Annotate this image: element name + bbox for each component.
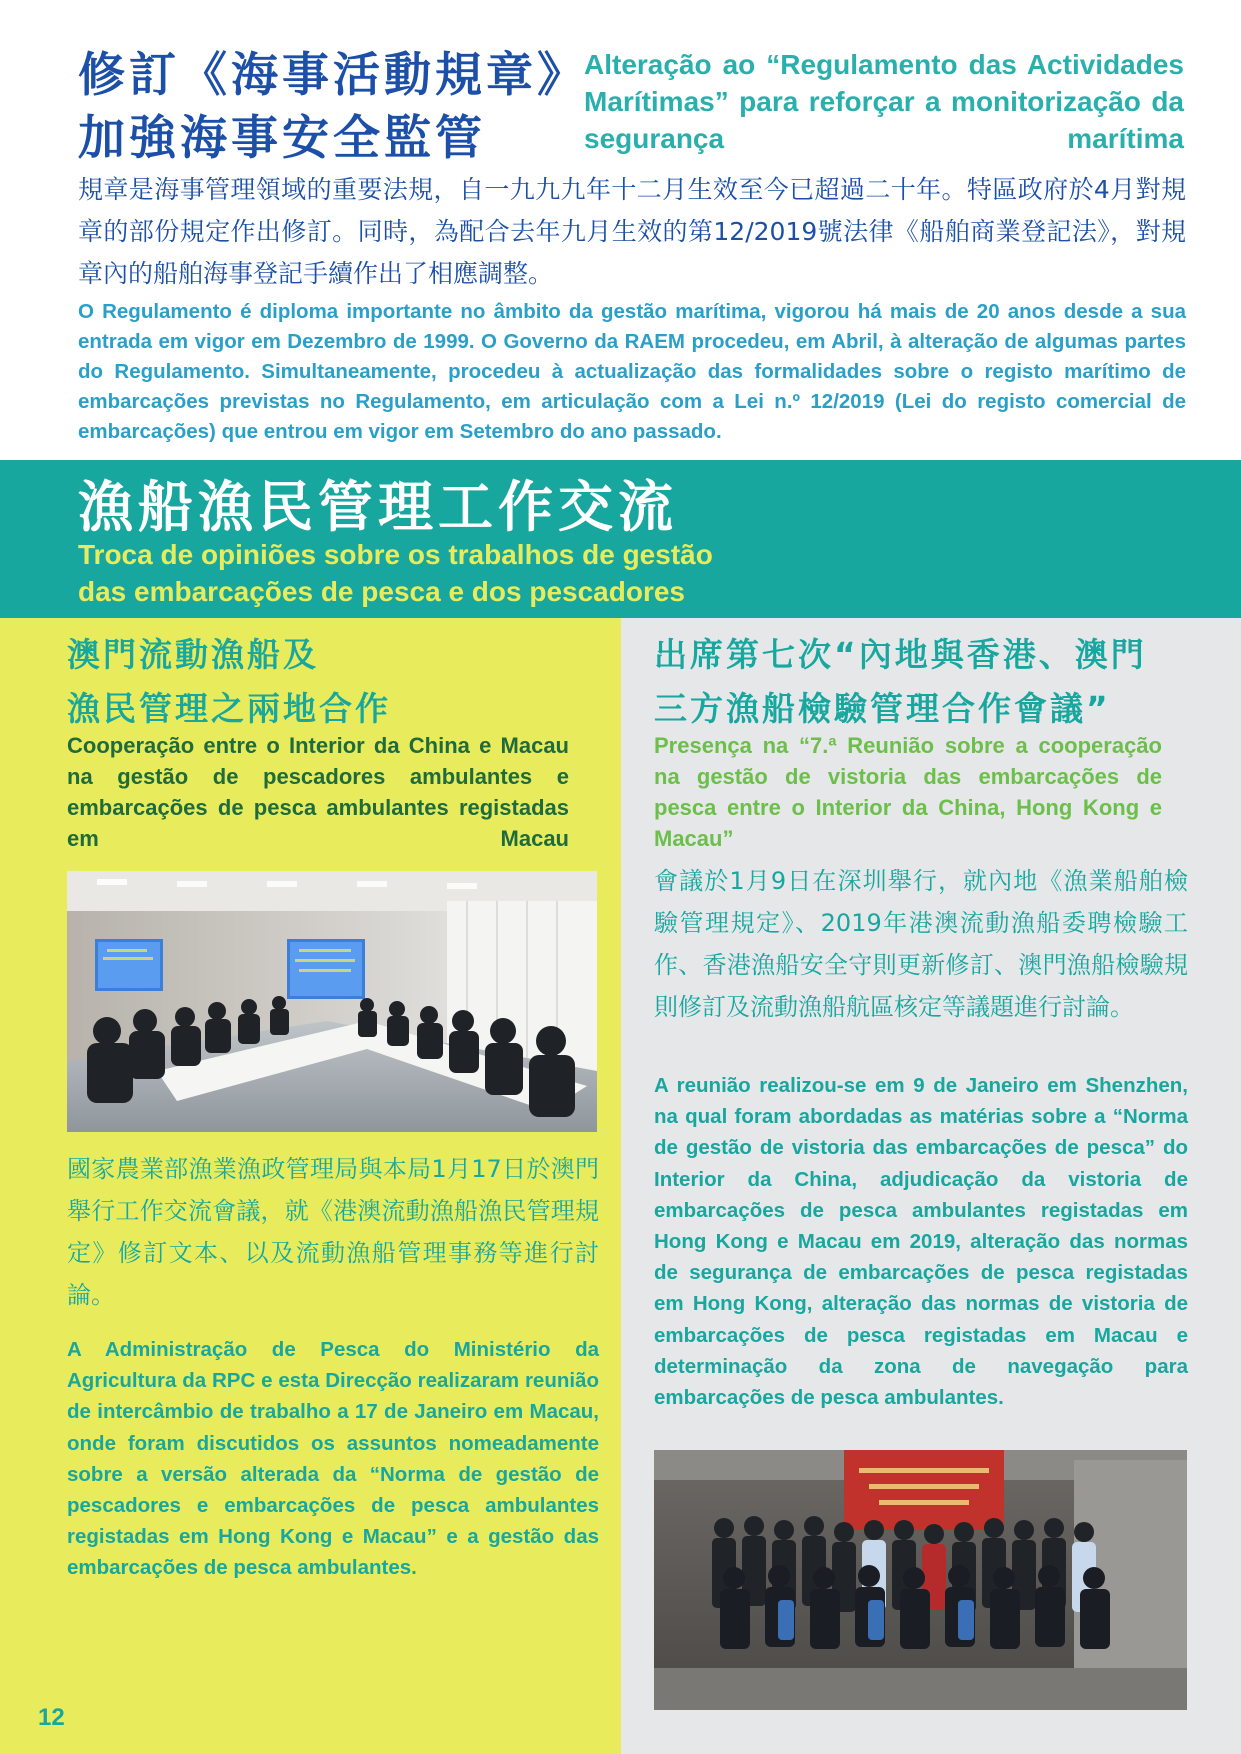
left-title-zh-line2: 漁民管理之兩地合作: [67, 689, 391, 728]
article-body-pt: O Regulamento é diploma importante no âmbito da gestão marítima, vigorou há mais de 20 anos desde a sua entrada em vigor em Dezembro de 1999. O Governo da RAEM procedeu, em Abril, à alteração de algumas partes do Regulamento. Simultaneamente, procedeu à actualização das formalidades sobre o registo marítimo de embarcações previstas no Regulamento, em articulação com a Lei n.º 12/2019 (Lei do registo comercial de embarcações) que entrou em vigor em Setembro do ano passado.: [78, 300, 1186, 443]
article-title-zh-line1: 修訂《海事活動規章》: [78, 48, 588, 103]
article-title-zh: [78, 44, 588, 170]
article-title-pt: Alteração ao “Regulamento das Actividades Marítimas” para reforçar a monitorização da segurança marítima: [584, 49, 1184, 154]
left-body-zh: 國家農業部漁業漁政管理局與本局1月17日於澳門舉行工作交流會議，就《港澳流動漁船漁民管理規定》修訂文本、以及流動漁船管理事務等進行討論。: [67, 1155, 599, 1309]
right-body-zh: 會議於1月9日在深圳舉行，就內地《漁業船舶檢驗管理規定》、2019年港澳流動漁船委聘檢驗工作、香港漁船安全守則更新修訂、澳門漁船檢驗規則修訂及流動漁船航區核定等議題進行討論。: [654, 867, 1188, 1021]
left-title-pt: Cooperação entre o Interior da China e Macau na gestão de pescadores ambulantes e embarcações de pesca ambulantes registadas em Macau: [67, 733, 569, 851]
left-title-zh: [67, 628, 607, 736]
right-title-zh: [654, 628, 1224, 736]
section-title-pt-line2: das embarcações de pesca e dos pescadores: [78, 576, 685, 607]
section-title-pt: [78, 536, 978, 610]
right-body-pt: A reunião realizou-se em 9 de Janeiro em Shenzhen, na qual foram abordadas as matérias sobre a “Norma de gestão de vistoria das embarcações de pesca” do Interior da China, adjudicação da vistoria de embarcações de pesca ambulantes registadas em Hong Kong e Macau em 2019, alteração das normas de segurança de embarcações de pesca registadas em Hong Kong, alteração das normas de vistoria de embarcações de pesca registadas em Macau e determinação da zona de navegação para embarcações de pesca ambulantes.: [654, 1074, 1188, 1410]
meeting-room-photo: [67, 871, 597, 1132]
section-title-pt-line1: Troca de opiniões sobre os trabalhos de gestão: [78, 539, 713, 570]
right-title-pt: Presença na “7.ª Reunião sobre a cooperação na gestão de vistoria das embarcações de pesca entre o Interior da China, Hong Kong e Macau”: [654, 733, 1162, 851]
right-title-zh-line2: 三方漁船檢驗管理合作會議”: [654, 689, 1111, 728]
group-photo-illustration: [654, 1450, 1187, 1710]
right-title-zh-line1: 出席第七次“內地與香港、澳門: [654, 635, 1147, 674]
section-title-zh: 漁船漁民管理工作交流: [78, 475, 679, 539]
group-photo: [654, 1450, 1187, 1710]
article-title-zh-line2: 加強海事安全監管: [78, 111, 486, 166]
article-body-zh: 規章是海事管理領域的重要法規，自一九九九年十二月生效至今已超過二十年。特區政府於4月對規章的部份規定作出修訂。同時，為配合去年九月生效的第12/2019號法律《船舶商業登記法》，對規章內的船舶海事登記手續作出了相應調整。: [78, 175, 1186, 288]
page-number: 12: [38, 1704, 65, 1731]
left-body-pt: A Administração de Pesca do Ministério da Agricultura da RPC e esta Direcção realizaram reunião de intercâmbio de trabalho a 17 de Janeiro em Macau, onde foram discutidos os assuntos nomeadamente sobre a versão alterada da “Norma de gestão de pescadores e embarcações de pesca ambulantes registadas em Hong Kong e Macau” e a gestão das embarcações de pesca ambulantes.: [67, 1338, 599, 1580]
left-title-zh-line1: 澳門流動漁船及: [67, 635, 319, 674]
meeting-room-illustration: [67, 871, 597, 1132]
